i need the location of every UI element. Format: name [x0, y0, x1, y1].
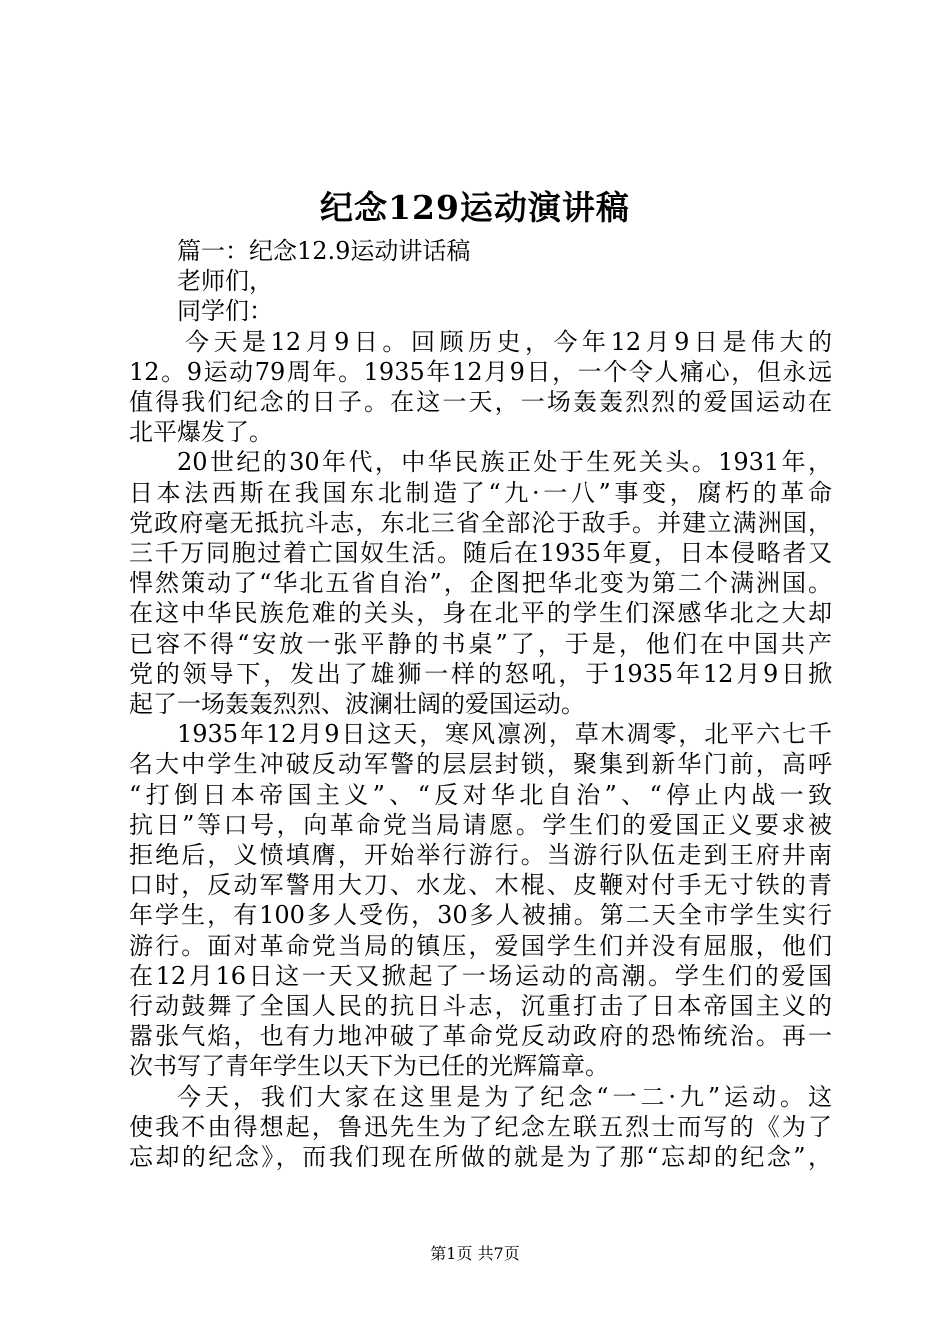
document-title: 纪念129运动演讲稿 [320, 188, 630, 227]
paragraph-line: 今天是12月9日。回顾历史，今年12月9日是伟大的 [185, 327, 832, 356]
paragraph-line: 已容不得“安放一张平静的书桌”了，于是，他们在中国共产 [129, 629, 832, 658]
paragraph-line: 党的领导下，发出了雄狮一样的怒吼，于1935年12月9日掀 [129, 659, 832, 688]
salutation-line: 同学们： [177, 297, 273, 326]
document-body [129, 236, 832, 1172]
paragraph-line: 今天，我们大家在这里是为了纪念“一二·九”运动。这 [177, 1082, 832, 1111]
paragraph-line: 值得我们纪念的日子。在这一天，一场轰轰烈烈的爱国运动在 [129, 388, 832, 417]
paragraph-line: 使我不由得想起，鲁迅先生为了纪念左联五烈士而写的《为了 [129, 1112, 832, 1141]
paragraph-line: 忘却的纪念》，而我们现在所做的就是为了那“忘却的纪念”， [129, 1143, 832, 1172]
section-heading: 篇一：纪念12.9运动讲话稿 [177, 237, 471, 265]
paragraph-line: 名大中学生冲破反动军警的层层封锁，聚集到新华门前，高呼 [129, 750, 832, 779]
paragraph-line: 拒绝后，义愤填膺，开始举行游行。当游行队伍走到王府井南 [129, 841, 832, 870]
paragraph-line: 党政府毫无抵抗斗志，东北三省全部沦于敌手。并建立满洲国， [129, 508, 832, 537]
page-number: 第1页 共7页 [430, 1244, 520, 1263]
paragraph-line: 在这中华民族危难的关头，身在北平的学生们深感华北之大却 [129, 599, 832, 628]
paragraph-line: 抗日”等口号，向革命党当局请愿。学生们的爱国正义要求被 [129, 810, 832, 839]
paragraph-line: “打倒日本帝国主义”、“反对华北自治”、“停止内战一致 [129, 780, 832, 809]
paragraph-line: 20世纪的30年代，中华民族正处于生死关头。1931年， [177, 448, 832, 477]
paragraph-line: 在12月16日这一天又掀起了一场运动的高潮。学生们的爱国 [129, 961, 832, 990]
paragraph-line: 日本法西斯在我国东北制造了“九·一八”事变，腐朽的革命 [129, 478, 832, 507]
paragraph-line: 三千万同胞过着亡国奴生活。随后在1935年夏，日本侵略者又 [129, 539, 832, 568]
paragraph-line: 口时，反动军警用大刀、水龙、木棍、皮鞭对付手无寸铁的青 [129, 871, 832, 900]
paragraph-line: 游行。面对革命党当局的镇压，爱国学生们并没有屈服，他们 [129, 931, 832, 960]
paragraph-line: 行动鼓舞了全国人民的抗日斗志，沉重打击了日本帝国主义的 [129, 992, 832, 1021]
paragraph-line: 12。9运动79周年。1935年12月9日，一个令人痛心，但永远 [129, 357, 832, 386]
paragraph-line: 悍然策动了“华北五省自治”，企图把华北变为第二个满洲国。 [129, 569, 832, 598]
paragraph-line: 次书写了青年学生以天下为已任的光辉篇章。 [129, 1052, 609, 1081]
paragraph-line: 北平爆发了。 [129, 418, 273, 447]
salutation-line: 老师们， [177, 267, 273, 296]
paragraph-line: 嚣张气焰，也有力地冲破了革命党反动政府的恐怖统治。再一 [129, 1022, 832, 1051]
paragraph-line: 1935年12月9日这天，寒风凛冽，草木凋零，北平六七千 [177, 720, 832, 749]
paragraph-line: 起了一场轰轰烈烈、波澜壮阔的爱国运动。 [129, 690, 585, 719]
paragraph-line: 年学生，有100多人受伤，30多人被捕。第二天全市学生实行 [129, 901, 832, 930]
